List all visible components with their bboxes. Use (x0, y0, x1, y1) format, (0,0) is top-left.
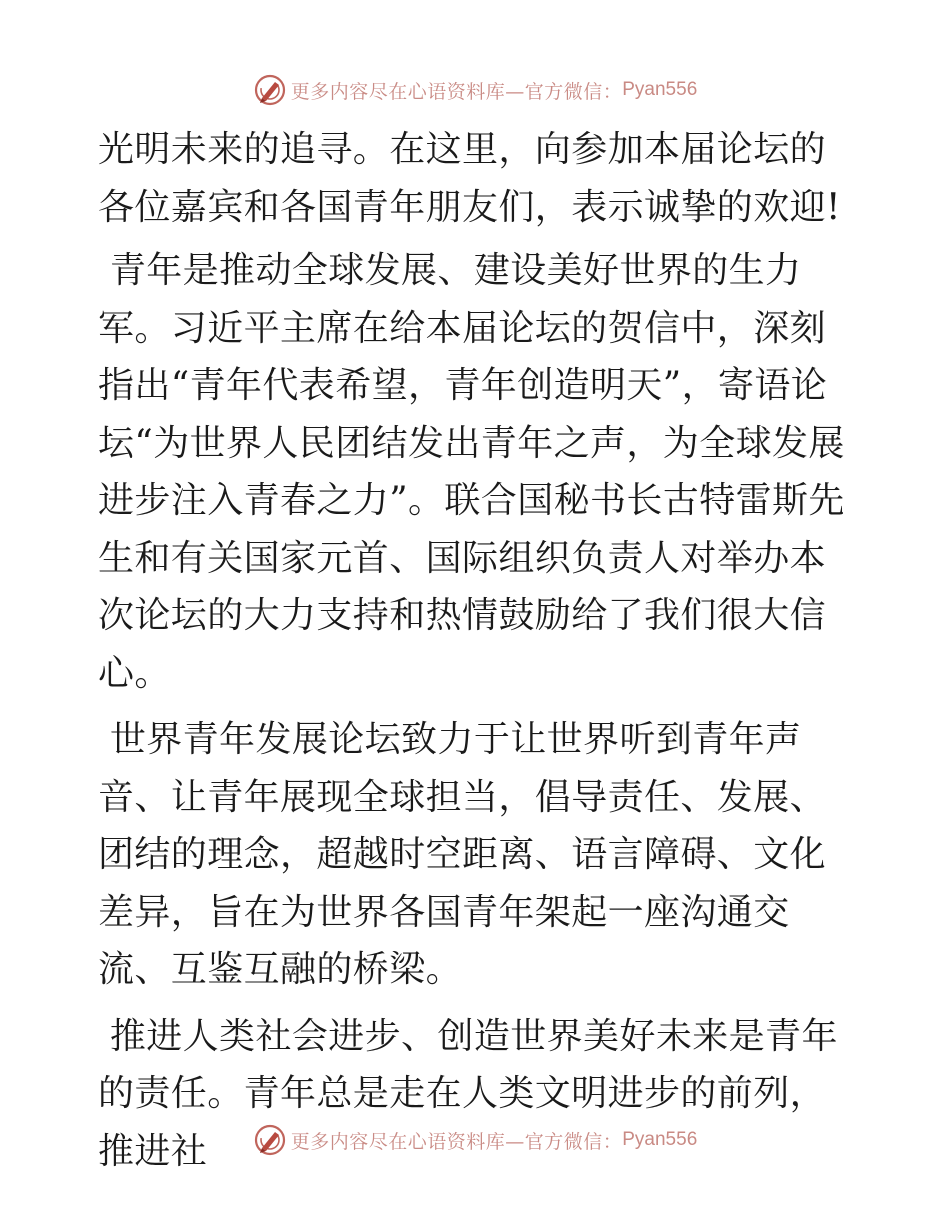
watermark-wechat-id: Pyan556 (622, 1129, 698, 1150)
footer-watermark (0, 1120, 950, 1160)
paragraph-1: 光明未来的追寻。在这里，向参加本届论坛的各位嘉宾和各国青年朋友们，表示诚挚的欢迎! (98, 129, 841, 228)
paragraph-2: 青年是推动全球发展、建设美好世界的生力军。习近平主席在给本届论坛的贺信中，深刻指出“青年代表希望，青年创造明天”，寄语论坛“为世界人民团结发出青年之声，为全球发展进步注入青春之力”。联合国秘书长古特雷斯先生和有关国家元首、国际组织负责人对举办本次论坛的大力支持和热情鼓励给了我们很大信心。 (98, 250, 845, 694)
watermark-text: 更多内容尽在心语资料库—官方微信： (290, 80, 623, 103)
paragraph-4: 推进人类社会进步、创造世界美好未来是青年的责任。青年总是走在人类文明进步的前列，推进社 (98, 1015, 838, 1172)
watermark-wechat-id: Pyan556 (622, 79, 698, 100)
header-watermark (0, 70, 950, 110)
pen-logo-icon (253, 1123, 287, 1157)
pen-logo-icon (253, 73, 287, 107)
document-body (98, 121, 858, 1189)
watermark-text: 更多内容尽在心语资料库—官方微信： (290, 1130, 623, 1153)
paragraph-3: 世界青年发展论坛致力于让世界听到青年声音、让青年展现全球担当，倡导责任、发展、团结的理念，超越时空距离、语言障碍、文化差异，旨在为世界各国青年架起一座沟通交流、互鉴互融的桥梁。 (98, 719, 827, 990)
